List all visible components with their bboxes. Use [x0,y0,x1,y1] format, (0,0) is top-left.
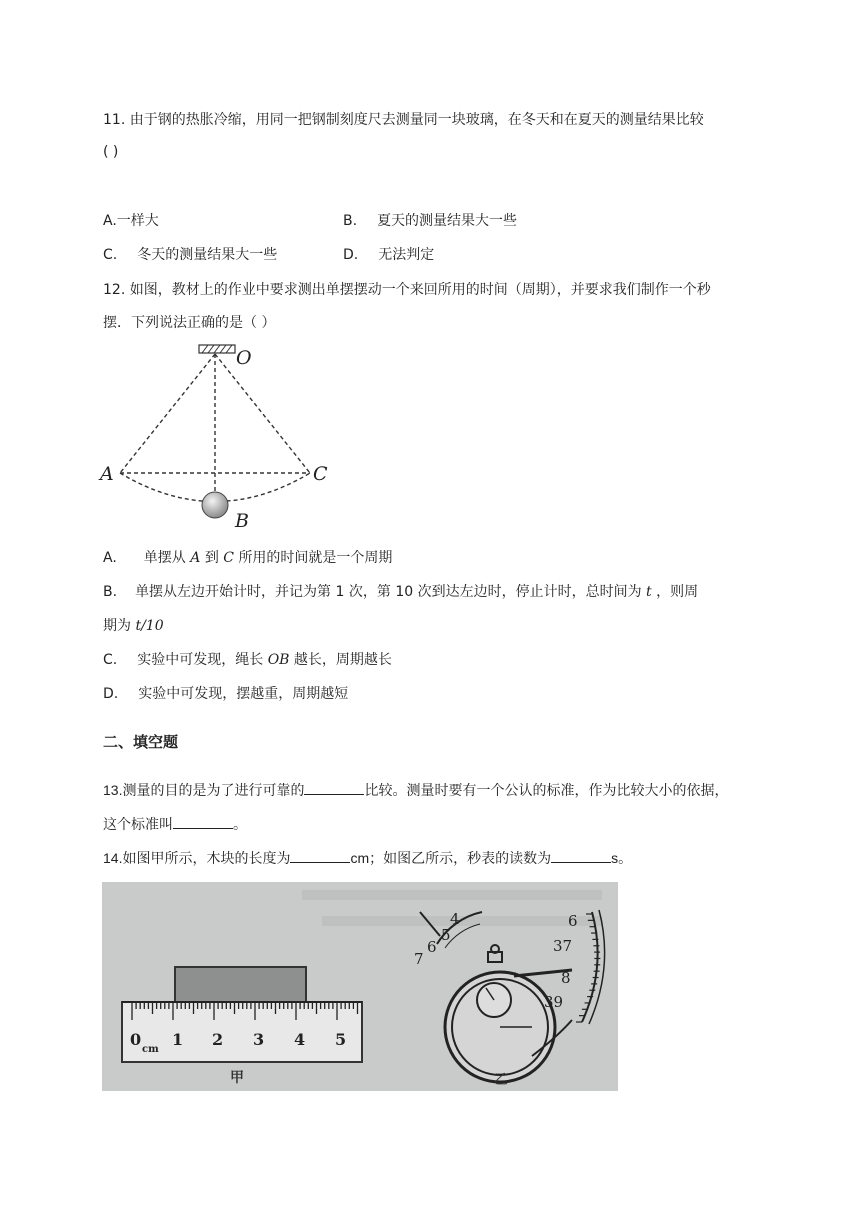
q11-option-d [343,245,434,265]
option-key: D. [103,686,119,702]
section-title: 二、填空题 [103,733,179,751]
string-oa [120,354,215,473]
label-b: B [235,510,249,532]
option-key: B. [343,213,358,229]
q13-blank-1[interactable] [304,780,364,795]
option-text: 越长，周期越长 [293,652,392,668]
wooden-block [175,967,306,1002]
ruler-number: 4 [294,1030,306,1049]
option-key: C. [103,247,118,263]
math-ob: OB [267,652,290,668]
option-text: 一样大 [116,213,159,229]
q11-stem: 11. 由于钢的热胀冷缩，用同一把钢制刻度尺去测量同一块玻璃，在冬天和在夏天的测量结果比较 [103,112,704,128]
option-key: A. [103,213,117,229]
ruler [122,1002,362,1062]
seconds-number: 39 [544,993,564,1011]
math-c: C [223,550,234,566]
q14-blank-length[interactable] [290,848,350,863]
q13-line1 [103,780,728,800]
string-oc [215,354,310,473]
ruler-number: 2 [212,1030,224,1049]
q12-option-d [103,684,348,704]
q12-option-a [103,548,392,568]
q11-option-c [103,245,277,265]
seconds-number: 37 [553,937,573,955]
option-text: 无法判定 [378,247,435,263]
q11-option-b [343,211,517,231]
ruler-number: 3 [253,1030,265,1049]
math-a: A [190,550,201,566]
minute-number: 4 [450,910,460,928]
q13-text: 这个标准叫 [103,816,173,832]
q14-blank-stopwatch[interactable] [551,848,611,863]
label-c: C [313,463,328,485]
seconds-number: 8 [561,969,571,987]
q13-text: 13.测量的目的是为了进行可靠的 [103,782,305,798]
q12-option-b-line1 [103,582,698,602]
option-text: 单摆从 [143,550,186,566]
option-key: A. [103,550,117,566]
minute-number: 7 [414,950,424,968]
q13-line2 [103,814,247,834]
q13-text: 比较。测量时要有一个公认的标准，作为比较大小的依据， [364,782,729,798]
q11-answer-paren: ( ) [103,144,119,160]
option-key: B. [103,584,118,600]
minute-number: 5 [441,926,451,944]
q12-stem-line2: 摆．下列说法正确的是（ ） [103,315,276,331]
option-text: 夏天的测量结果大一些 [377,213,518,229]
math-t-over-10: t/10 [135,618,164,634]
label-jia: 甲 [230,1070,244,1086]
q11-option-a [103,211,159,231]
q14-text: 14.如图甲所示，木块的长度为 [103,850,291,866]
option-text: 所用的时间就是一个周期 [238,550,393,566]
pendulum-bob [202,492,228,518]
ruler-number: 5 [335,1030,347,1049]
label-o: O [236,347,252,369]
ruler-number: 0 [130,1030,142,1049]
q12-stem-line1: 12. 如图，教材上的作业中要求测出单摆摆动一个来回所用的时间（周期），并要求我们制作一个秒 [103,282,711,298]
option-text: 冬天的测量结果大一些 [137,247,278,263]
q14-stem [103,848,632,868]
q13-blank-2[interactable] [173,814,233,829]
pendulum-figure [98,340,343,535]
option-text: 单摆从左边开始计时，并记为第 1 次，第 10 次到达左边时，停止计时，总时间为 [135,584,642,600]
label-yi: 乙 [494,1072,508,1088]
q14-text: s。 [611,850,633,866]
option-text: ，则周 [656,584,699,600]
option-text: 到 [204,550,219,566]
math-t: t [646,584,652,600]
option-text: 期为 [103,618,131,634]
ruler-number: 1 [172,1030,184,1049]
ruler-stopwatch-figure [102,882,618,1091]
minute-number: 6 [427,938,437,956]
seconds-number: 6 [568,912,578,930]
option-text: 实验中可发现，绳长 [137,652,264,668]
q13-text: 。 [233,816,247,832]
option-key: C. [103,652,118,668]
option-text: 实验中可发现，摆越重，周期越短 [138,686,349,702]
q14-text: cm；如图乙所示，秒表的读数为 [350,850,552,866]
q12-option-b-line2 [103,616,164,636]
label-a: A [100,463,114,485]
q12-option-c [103,650,392,670]
option-key: D. [343,247,359,263]
ruler-unit: cm [142,1044,159,1055]
